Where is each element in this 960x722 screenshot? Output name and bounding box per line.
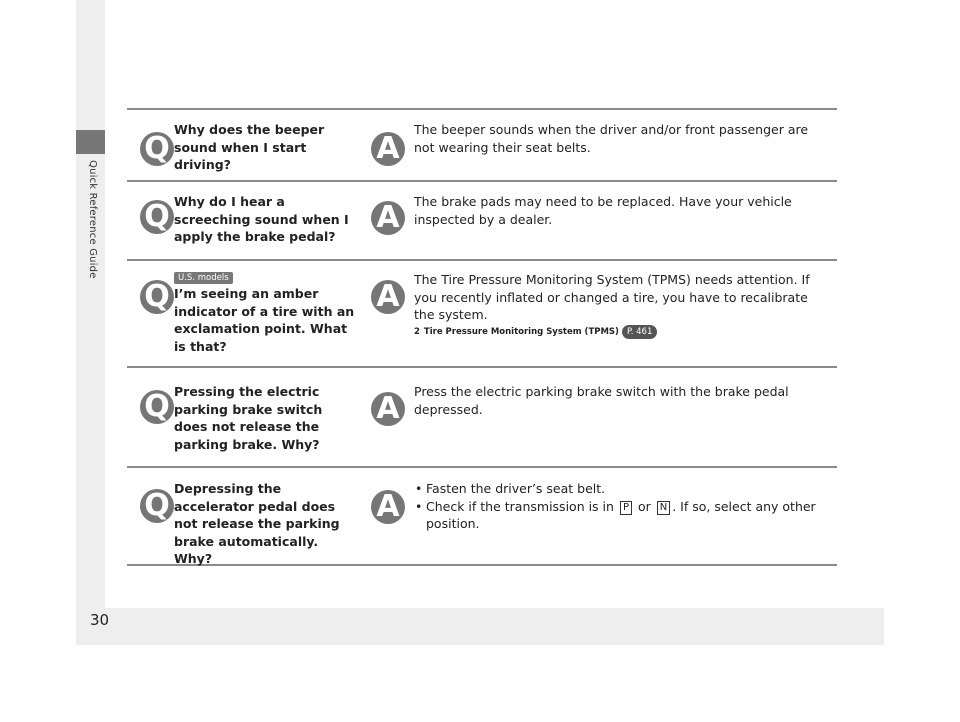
bullet-item xyxy=(414,498,832,533)
bullet-icon: • xyxy=(415,498,423,514)
answer-text: The beeper sounds when the driver and/or front passenger are not wearing their seat belts. xyxy=(414,122,809,155)
answer-block xyxy=(414,271,832,339)
cross-reference[interactable] xyxy=(414,325,832,339)
question-text: I’m seeing an amber indicator of a tire with an exclamation point. What is that? xyxy=(174,286,355,354)
sidebar-tab-marker xyxy=(76,130,105,154)
bullet-item xyxy=(414,480,832,498)
question-icon: Q xyxy=(140,280,174,314)
answer-icon: A xyxy=(371,132,405,166)
gear-n-key: N xyxy=(657,501,670,515)
qa-item-parking-brake-switch xyxy=(127,368,837,466)
reference-title: Tire Pressure Monitoring System (TPMS) xyxy=(423,326,619,337)
bullet-text-part: . If so, select any other position. xyxy=(426,498,816,531)
question-text: Depressing the accelerator pedal does not release the parking brake automatically. Why? xyxy=(174,481,340,566)
question-icon: Q xyxy=(140,390,174,424)
question-icon: Q xyxy=(140,132,174,166)
page-number: 30 xyxy=(90,611,110,629)
answer-text: Press the electric parking brake switch with the brake pedal depressed. xyxy=(414,384,789,417)
answer-icon: A xyxy=(371,201,405,235)
answer-icon: A xyxy=(371,392,405,426)
bullet-text: Fasten the driver’s seat belt. xyxy=(426,481,606,496)
answer-text: The brake pads may need to be replaced. Have your vehicle inspected by a dealer. xyxy=(414,194,792,227)
answer-icon: A xyxy=(371,280,405,314)
qa-item-accelerator-release xyxy=(127,468,837,564)
bullet-icon: • xyxy=(415,481,423,496)
question-text: Why does the beeper sound when I start driving? xyxy=(174,122,325,172)
answer-text: The Tire Pressure Monitoring System (TPMS) needs attention. If you recently inflated or changed a tire, you have to recalibrate the system. xyxy=(414,272,810,322)
bullet-text-part: or xyxy=(637,498,651,514)
qa-item-brake-noise xyxy=(127,182,837,259)
bullet-text-part: Check if the transmission is in xyxy=(426,498,614,514)
gear-p-key: P xyxy=(620,501,632,515)
sidebar-section-label: Quick Reference Guide xyxy=(87,160,98,279)
question-text: Why do I hear a screeching sound when I apply the brake pedal? xyxy=(174,194,349,244)
answer-icon: A xyxy=(371,490,405,524)
reference-page-link[interactable]: P. 461 xyxy=(622,325,657,339)
answer-bullets xyxy=(414,480,832,533)
qa-item-tpms xyxy=(127,261,837,366)
reference-arrow-icon: 2 xyxy=(414,326,420,337)
region-badge: U.S. models xyxy=(174,272,233,284)
question-icon: Q xyxy=(140,489,174,523)
qa-item-beeper xyxy=(127,110,837,180)
question-text: Pressing the electric parking brake switch does not release the parking brake. Why? xyxy=(174,384,323,452)
question-icon: Q xyxy=(140,200,174,234)
